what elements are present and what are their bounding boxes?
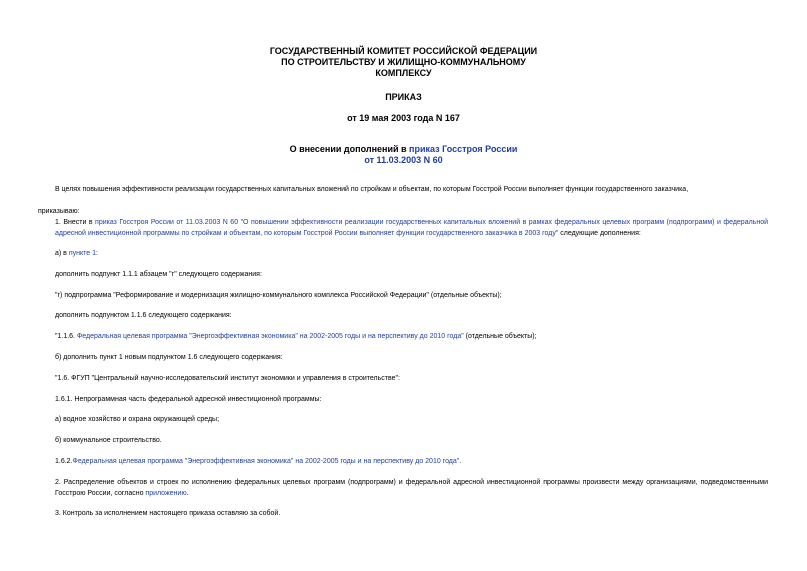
paragraph-item-1 (55, 217, 768, 239)
paragraph-add-subpoint: дополнить подпункт 1.1.1 абзацем "г" следующего содержания: (55, 271, 262, 278)
item-2-end: . (186, 490, 189, 497)
paragraph-1-6-2 (55, 456, 768, 467)
paragraph-sub-a (55, 248, 768, 259)
p-1-1-6-end: (отдельные объекты); (463, 333, 537, 340)
doc-title-line-1 (0, 144, 807, 155)
paragraph-order: приказываю: (38, 208, 80, 215)
link-order-60[interactable]: приказ Госстроя России от 11.03.2003 N 60 "О повышении эффективности реализации государственных капитальных вложений в рамках федеральных целевых программ (подпрограмм) и федеральной адресной инвестиционной программы по стройкам и объектам, по которым Госстрой России выполняет функции государственного заказчика в 2003 году" (55, 219, 768, 237)
paragraph-sub-b: б) дополнить пункт 1 новым подпунктом 1.6 следующего содержания: (55, 354, 283, 361)
sub-a-end: : (96, 250, 98, 257)
paragraph-item-3: 3. Контроль за исполнением настоящего приказа оставляю за собой. (55, 510, 281, 517)
paragraph-item-2 (55, 477, 768, 499)
paragraph-1-6-1: 1.6.1. Непрограммная часть федеральной адресной инвестиционной программы: (55, 396, 322, 403)
paragraph-communal: б) коммунальное строительство. (55, 437, 162, 444)
title-link-order[interactable]: приказ Госстроя России (409, 144, 518, 154)
link-energy-program-1[interactable]: Федеральная целевая программа "Энергоэффективная экономика" на 2002-2005 годы и на перспективу до 2010 года" (76, 333, 464, 340)
paragraph-water: а) водное хозяйство и охрана окружающей среды; (55, 416, 220, 423)
paragraph-preamble: В целях повышения эффективности реализации государственных капитальных вложений по стройкам и объектам, по которым Госстрой России выполняет функции государственного заказчика, (55, 186, 689, 193)
link-point-1[interactable]: пункте 1 (68, 250, 96, 257)
p-1-1-6-start: "1.1.6. (55, 333, 77, 340)
doc-type: ПРИКАЗ (385, 92, 422, 102)
p-1-6-2-start: 1.6.2. (55, 458, 73, 465)
title-link-date[interactable]: от 11.03.2003 N 60 (364, 155, 443, 165)
sub-a-start: а) в (55, 250, 69, 257)
paragraph-1-1-6 (55, 331, 768, 342)
paragraph-add-1-1-6: дополнить подпунктом 1.1.6 следующего содержания: (55, 312, 232, 319)
link-appendix[interactable]: приложению (145, 490, 187, 497)
item-2-start: 2. Распределение объектов и строек по исполнению федеральных целевых программ (подпрограмм) и федеральной адресной инвестиционной программы произвести между организациями, подведомственными Госстрою России, согласно (55, 479, 768, 497)
doc-date-number: от 19 мая 2003 года N 167 (347, 113, 460, 123)
paragraph-1-6: "1.6. ФГУП "Центральный научно-исследовательский институт экономики и управления в строительстве": (55, 375, 400, 382)
item-1-start: 1. Внести в (55, 219, 96, 226)
doc-title-prefix: О внесении дополнений в (289, 144, 410, 154)
org-name-line-1: ГОСУДАРСТВЕННЫЙ КОМИТЕТ РОССИЙСКОЙ ФЕДЕРАЦИИ (269, 46, 538, 56)
org-name-line-2: ПО СТРОИТЕЛЬСТВУ И ЖИЛИЩНО-КОММУНАЛЬНОМУ (281, 57, 526, 67)
p-1-6-2-end: . (459, 458, 462, 465)
item-1-end: следующие дополнения: (558, 230, 641, 237)
org-name-line-3: КОМПЛЕКСУ (375, 68, 432, 78)
link-energy-program-2[interactable]: Федеральная целевая программа "Энергоэффективная экономика" на 2002-2005 годы и на перспективу до 2010 года" (72, 458, 460, 465)
doc-title-line-2 (0, 155, 807, 166)
paragraph-subprogram-g: "г) подпрограмма "Реформирование и модернизация жилищно-коммунального комплекса Российской Федерации" (отдельные объекты); (55, 292, 502, 299)
